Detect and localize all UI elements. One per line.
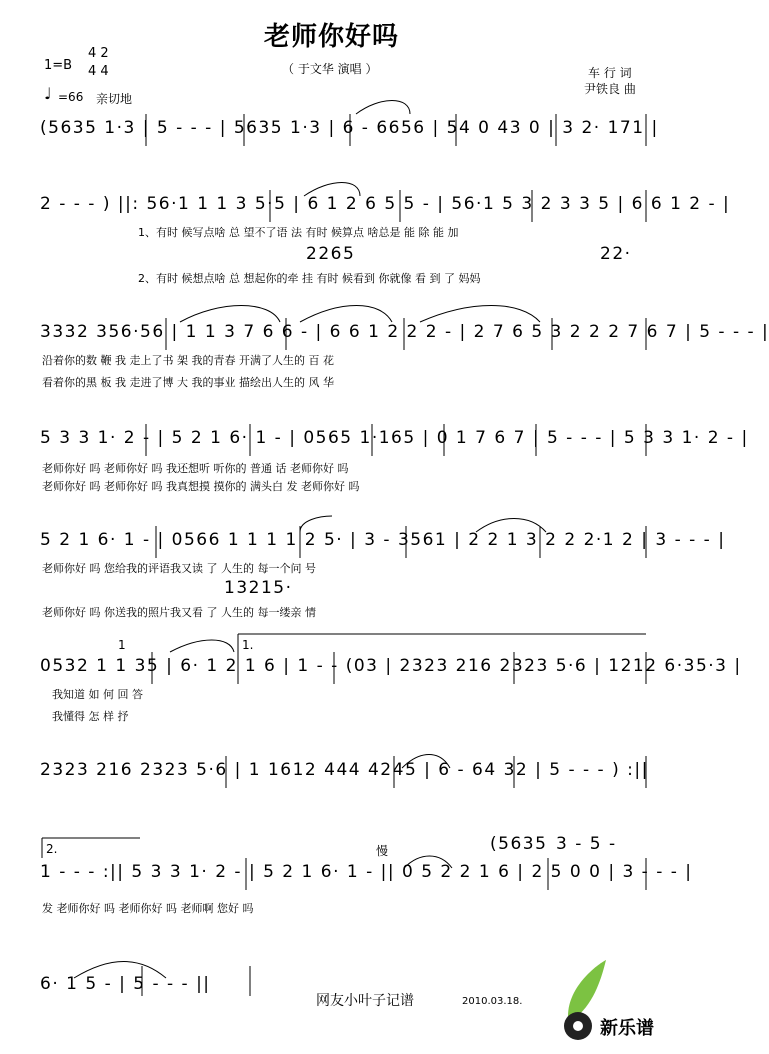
- meter-bottom: 4 4: [88, 64, 109, 79]
- meter-top: 4 2: [88, 46, 109, 61]
- alt-notes-row-2b: 22·: [600, 244, 632, 264]
- lyric-row-3-verse-1: 沿着你的数 鞭 我 走上了书 架 我的青春 开满了人生的 百 花: [42, 354, 334, 367]
- lyric-row-5-verse-1: 老师你好 吗 您给我的评语我又读 了 人生的 每一个问 号: [42, 562, 316, 575]
- lyric-row-4-verse-1: 老师你好 吗 老师你好 吗 我还想听 听你的 普通 话 老师你好 吗: [42, 462, 349, 475]
- quarter-note-icon: ♩: [44, 84, 52, 103]
- lyricist-credit: 车 行 词: [588, 66, 632, 80]
- key-signature: 1=B: [44, 58, 73, 73]
- score-row-3: 3332 356·56 | 1 1 3 7 6 6 - | 6 6 1 2 2 2 - | 2 7 6 5 3 2 2 2 7 6 7 | 5 - - - |: [40, 322, 769, 342]
- song-title: 老师你好吗: [264, 22, 400, 52]
- volta-2-label: 2.: [46, 842, 58, 856]
- lyric-row-6-verse-1: 我知道 如 何 回 答: [52, 688, 143, 701]
- score-row-1: (5635 1·3 | 5 - - - | 5635 1·3 | 6 - 6656 | 54 0 43 0 | 3 2· 171 |: [40, 118, 659, 138]
- alt-notes-row-2a: 2265: [306, 244, 356, 264]
- score-row-4: 5 3 3 1· 2 - | 5 2 1 6· 1 - | 0565 1·165 | 0 1 7 6 7 | 5 - - - | 5 3 3 1· 2 - |: [40, 428, 749, 448]
- site-logo-text: 新乐谱: [600, 1018, 654, 1039]
- score-row-5: 5 2 1 6· 1 - | 0566 1 1 1 1 2 5· | 3 - 3561 | 2 2 1 3 2 2 2·1 2 | 3 - - - |: [40, 530, 726, 550]
- lyric-row-3-verse-2: 看着你的黑 板 我 走进了博 大 我的事业 描绘出人生的 风 华: [42, 376, 334, 389]
- tempo-marking: =66: [58, 90, 84, 104]
- mood-marking: 亲切地: [96, 92, 133, 106]
- score-row-8: 1 - - - :|| 5 3 3 1· 2 - | 5 2 1 6· 1 - || 0 5 2 2 1 6 | 2 5 0 0 | 3 - - - |: [40, 862, 693, 882]
- lyric-row-6-verse-2: 我懂得 怎 样 抒: [52, 710, 129, 723]
- score-row-7: 2323 216 2323 5·6 | 1 1612 444 4245 | 6 - 64 32 | 5 - - - ) :||: [40, 760, 649, 780]
- score-row-6: 0532 1 1 35 | 6· 1 2 1 6 | 1 - - (03 | 2323 216 2323 5·6 | 1212 6·35·3 |: [40, 656, 742, 676]
- singer-credit: （ 于文华 演唱 ）: [282, 62, 378, 76]
- grace-note: 1: [118, 638, 126, 652]
- lyric-row-8: 发 老师你好 吗 老师你好 吗 老师啊 您好 吗: [42, 902, 254, 915]
- score-row-8-intro-notes: 3 - 5 -: [556, 834, 617, 854]
- score-row-9: 6· 1 5 - | 5 - - - ||: [40, 974, 211, 994]
- volta-1-label: 1.: [242, 638, 254, 652]
- lyric-row-5-verse-2: 老师你好 吗 你送我的照片我又看 了 人生的 每一缕亲 情: [42, 606, 316, 619]
- score-row-8-intro: (5635: [490, 834, 548, 854]
- transcriber-credit: 网友小叶子记谱: [316, 993, 414, 1009]
- lyric-row-4-verse-2: 老师你好 吗 老师你好 吗 我真想摸 摸你的 满头白 发 老师你好 吗: [42, 480, 360, 493]
- tempo-slow-marking: 慢: [376, 844, 389, 858]
- transcription-date: 2010.03.18.: [462, 996, 523, 1007]
- lyric-row-2-verse-2: 2、有时 候想点啥 总 想起你的牵 挂 有时 候看到 你就像 看 到 了 妈妈: [138, 272, 481, 285]
- lyric-row-2-verse-1: 1、有时 候写点啥 总 望不了语 法 有时 候算点 啥总是 能 除 能 加: [138, 226, 459, 239]
- composer-credit: 尹铁良 曲: [584, 82, 636, 96]
- score-row-2: 2 - - - ) ||: 56·1 1 1 3 5·5 | 6 1 2 6 5 5 - | 56·1 5 3 2 3 3 5 | 6 6 1 2 - |: [40, 194, 731, 214]
- alt-notes-row-5: 13215·: [224, 578, 293, 598]
